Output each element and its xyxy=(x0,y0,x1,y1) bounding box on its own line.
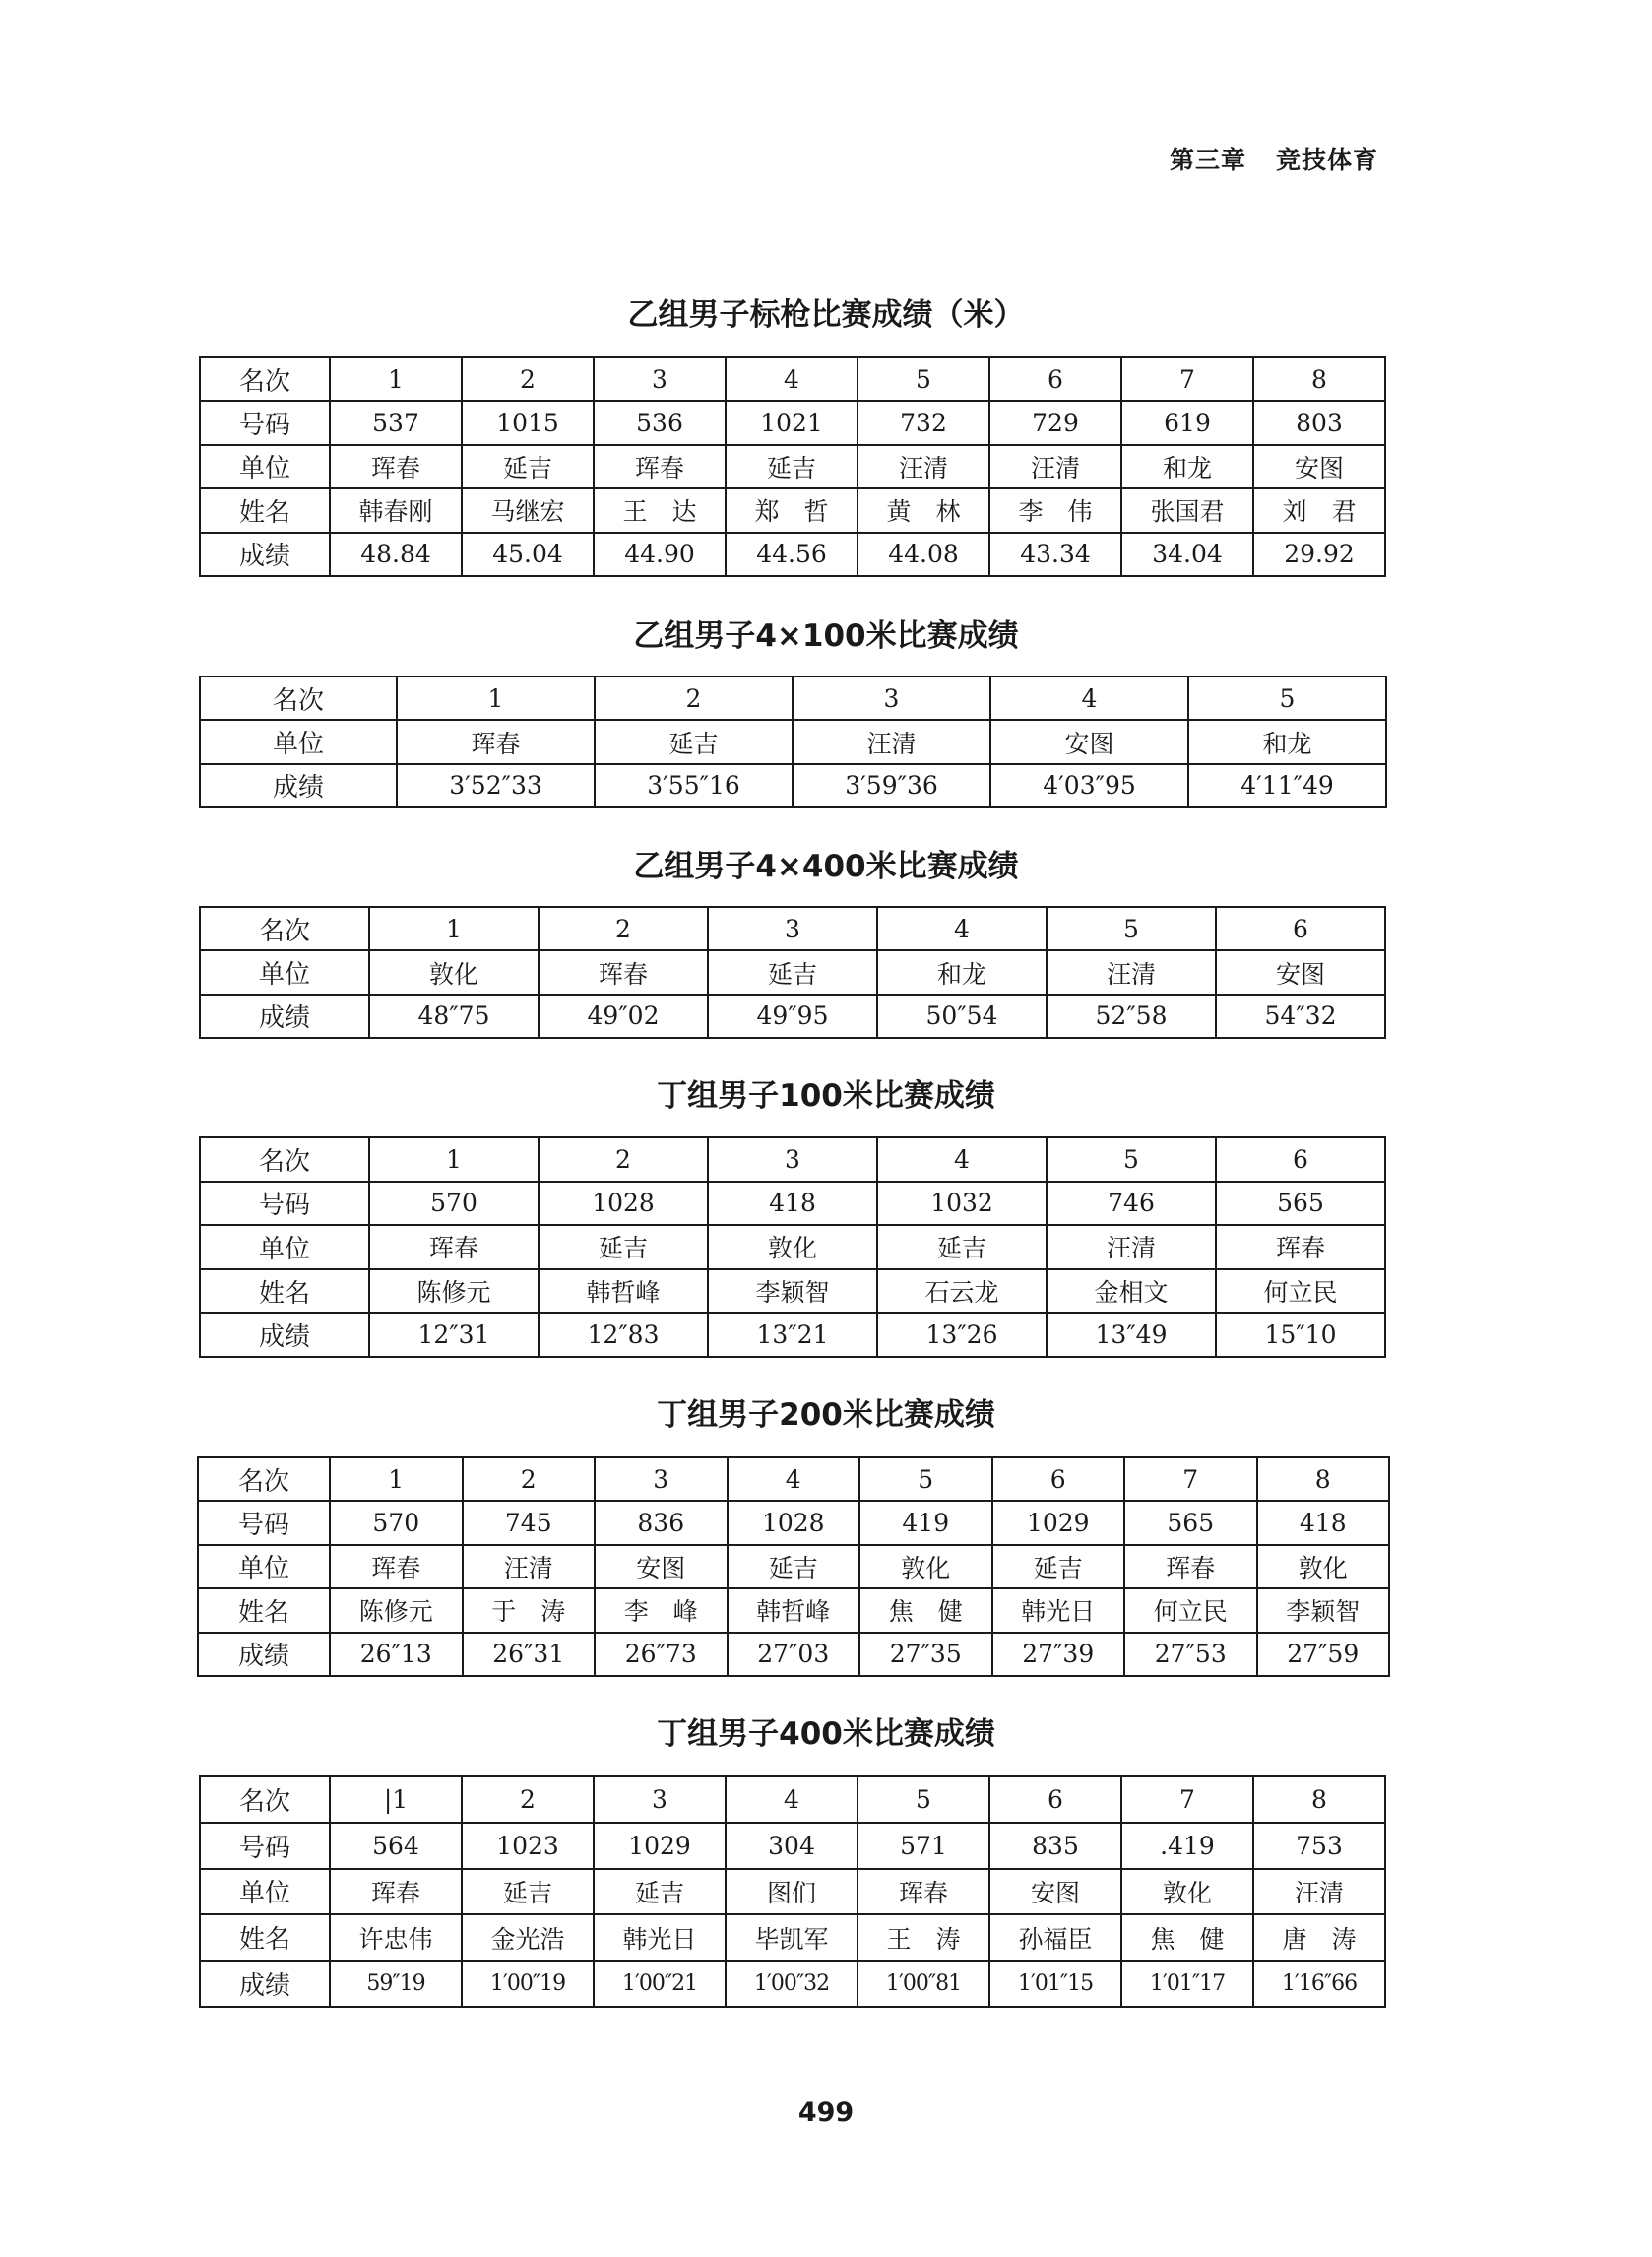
table-cell: 延吉 xyxy=(539,1225,708,1269)
table-cell: 汪清 xyxy=(1253,1869,1385,1915)
table-cell: 5 xyxy=(1047,907,1216,950)
table-cell: 珲春 xyxy=(539,950,708,994)
table-title: 丁组男子100米比赛成绩 xyxy=(657,1078,995,1114)
table-cell: 8 xyxy=(1257,1457,1390,1501)
table-cell: |1 xyxy=(330,1776,462,1823)
table-cell: 安图 xyxy=(989,1869,1121,1915)
table-row xyxy=(200,677,1386,720)
table-cell: 537 xyxy=(330,401,462,444)
table-cell: 1′01″15 xyxy=(989,1961,1121,2007)
table-cell: 金相文 xyxy=(1047,1269,1216,1314)
table-row xyxy=(200,1823,1385,1869)
table-cell: 1′00″21 xyxy=(594,1961,726,2007)
table-cell: 1029 xyxy=(992,1501,1125,1544)
table-row xyxy=(200,401,1385,444)
row-label: 号码 xyxy=(200,1823,330,1869)
table-row xyxy=(200,1182,1385,1226)
table-cell: 2 xyxy=(539,907,708,950)
table-cell: 毕凯军 xyxy=(726,1914,858,1961)
table-cell: 1′01″17 xyxy=(1121,1961,1253,2007)
table-cell: 敦化 xyxy=(708,1225,877,1269)
table-cell: 3 xyxy=(708,907,877,950)
table-cell: 1 xyxy=(330,357,462,401)
row-label: 单位 xyxy=(198,1545,330,1588)
table-cell: 珲春 xyxy=(858,1869,989,1915)
table-cell: 4 xyxy=(728,1457,860,1501)
table-cell: 13″49 xyxy=(1047,1313,1216,1357)
table-cell: 1028 xyxy=(728,1501,860,1544)
table-cell: 8 xyxy=(1253,1776,1385,1823)
table-cell: 安图 xyxy=(595,1545,728,1588)
table-cell: 石云龙 xyxy=(877,1269,1047,1314)
table-cell: 13″26 xyxy=(877,1313,1047,1357)
table-cell: 延吉 xyxy=(728,1545,860,1588)
table-title: 丁组男子200米比赛成绩 xyxy=(657,1397,995,1433)
row-label: 成绩 xyxy=(198,1633,330,1676)
table-cell: 304 xyxy=(726,1823,858,1869)
row-label: 名次 xyxy=(198,1457,330,1501)
table-row xyxy=(200,1961,1385,2007)
row-label: 单位 xyxy=(200,1225,369,1269)
table-cell: 马继宏 xyxy=(462,488,594,532)
table-cell: 1028 xyxy=(539,1182,708,1226)
table-cell: 27″35 xyxy=(859,1633,992,1676)
table-cell: 何立民 xyxy=(1124,1588,1257,1632)
table-cell: 26″31 xyxy=(463,1633,596,1676)
row-label: 名次 xyxy=(200,357,330,401)
table-cell: 珲春 xyxy=(330,1869,462,1915)
table-cell: 45.04 xyxy=(462,533,594,576)
table-cell: 536 xyxy=(594,401,726,444)
table-cell: 2 xyxy=(463,1457,596,1501)
table-cell: 619 xyxy=(1121,401,1253,444)
table-cell: 刘 君 xyxy=(1253,488,1385,532)
table-cell: 745 xyxy=(463,1501,596,1544)
table-cell: 3′52″33 xyxy=(397,764,595,807)
table-cell: 珲春 xyxy=(369,1225,539,1269)
table-cell: 敦化 xyxy=(1121,1869,1253,1915)
row-label: 姓名 xyxy=(200,488,330,532)
table-cell: 珲春 xyxy=(1216,1225,1385,1269)
table-row xyxy=(200,950,1385,994)
results-table xyxy=(199,676,1387,808)
table-cell: 564 xyxy=(330,1823,462,1869)
table-cell: 延吉 xyxy=(877,1225,1047,1269)
row-label: 名次 xyxy=(200,907,369,950)
table-row xyxy=(200,995,1385,1038)
table-cell: 3′55″16 xyxy=(595,764,793,807)
row-label: 成绩 xyxy=(200,1313,369,1357)
table-cell: 44.08 xyxy=(858,533,989,576)
table-cell: 746 xyxy=(1047,1182,1216,1226)
table-cell: 570 xyxy=(330,1501,463,1544)
table-cell: 34.04 xyxy=(1121,533,1253,576)
table-cell: 1′00″19 xyxy=(462,1961,594,2007)
table-cell: 郑 哲 xyxy=(726,488,858,532)
table-cell: 4 xyxy=(990,677,1188,720)
table-cell: 419 xyxy=(859,1501,992,1544)
row-label: 成绩 xyxy=(200,764,397,807)
table-row xyxy=(198,1588,1389,1632)
table-row xyxy=(200,764,1386,807)
table-cell: 4 xyxy=(877,1137,1047,1182)
table-cell: 27″39 xyxy=(992,1633,1125,1676)
table-cell: 12″31 xyxy=(369,1313,539,1357)
table-cell: 图们 xyxy=(726,1869,858,1915)
table-row xyxy=(200,1914,1385,1961)
table-cell: 5 xyxy=(858,1776,989,1823)
table-cell: 4 xyxy=(877,907,1047,950)
table-cell: 13″21 xyxy=(708,1313,877,1357)
row-label: 成绩 xyxy=(200,533,330,576)
table-cell: 3 xyxy=(793,677,990,720)
row-label: 成绩 xyxy=(200,995,369,1038)
table-cell: 1 xyxy=(397,677,595,720)
table-cell: 729 xyxy=(989,401,1121,444)
row-label: 名次 xyxy=(200,1137,369,1182)
table-row xyxy=(200,357,1385,401)
table-cell: 418 xyxy=(708,1182,877,1226)
table-cell: 张国君 xyxy=(1121,488,1253,532)
table-cell: 27″03 xyxy=(728,1633,860,1676)
row-label: 单位 xyxy=(200,1869,330,1915)
table-cell: 延吉 xyxy=(594,1869,726,1915)
table-cell: 4′11″49 xyxy=(1188,764,1386,807)
table-cell: 5 xyxy=(1047,1137,1216,1182)
table-cell: 6 xyxy=(989,1776,1121,1823)
table-cell: 汪清 xyxy=(989,445,1121,488)
table-cell: 3 xyxy=(595,1457,728,1501)
results-table xyxy=(199,356,1386,577)
table-cell: 安图 xyxy=(1253,445,1385,488)
table-cell: 汪清 xyxy=(1047,1225,1216,1269)
table-cell: 835 xyxy=(989,1823,1121,1869)
table-cell: 54″32 xyxy=(1216,995,1385,1038)
table-cell: 延吉 xyxy=(462,445,594,488)
table-cell: 1′16″66 xyxy=(1253,1961,1385,2007)
table-cell: 李 伟 xyxy=(989,488,1121,532)
table-cell: 1023 xyxy=(462,1823,594,1869)
table-cell: 6 xyxy=(1216,907,1385,950)
chapter-label: 第三章 xyxy=(1169,146,1246,174)
table-cell: 3 xyxy=(708,1137,877,1182)
table-row xyxy=(200,1225,1385,1269)
table-cell: 565 xyxy=(1124,1501,1257,1544)
table-cell: 珲春 xyxy=(1124,1545,1257,1588)
table-cell: 珲春 xyxy=(330,445,462,488)
table-cell: 韩哲峰 xyxy=(539,1269,708,1314)
table-cell: 44.56 xyxy=(726,533,858,576)
table-cell: 2 xyxy=(595,677,793,720)
table-cell: 李颖智 xyxy=(708,1269,877,1314)
table-cell: 48″75 xyxy=(369,995,539,1038)
table-cell: 5 xyxy=(1188,677,1386,720)
table-cell: 43.34 xyxy=(989,533,1121,576)
table-cell: 敦化 xyxy=(369,950,539,994)
table-cell: 49″02 xyxy=(539,995,708,1038)
table-cell: 韩哲峰 xyxy=(728,1588,860,1632)
table-cell: 27″59 xyxy=(1257,1633,1390,1676)
table-row xyxy=(198,1633,1389,1676)
table-cell: 4 xyxy=(726,1776,858,1823)
results-table xyxy=(199,906,1386,1039)
table-cell: 48.84 xyxy=(330,533,462,576)
table-cell: 15″10 xyxy=(1216,1313,1385,1357)
table-cell: 1 xyxy=(330,1457,463,1501)
table-row xyxy=(200,1313,1385,1357)
table-row xyxy=(200,720,1386,763)
table-cell: 金光浩 xyxy=(462,1914,594,1961)
table-cell: 安图 xyxy=(1216,950,1385,994)
table-row xyxy=(200,533,1385,576)
table-cell: 延吉 xyxy=(992,1545,1125,1588)
table-cell: 7 xyxy=(1121,1776,1253,1823)
table-cell: 570 xyxy=(369,1182,539,1226)
row-label: 单位 xyxy=(200,950,369,994)
table-cell: 29.92 xyxy=(1253,533,1385,576)
table-cell: 26″73 xyxy=(595,1633,728,1676)
table-cell: 李 峰 xyxy=(595,1588,728,1632)
table-cell: 12″83 xyxy=(539,1313,708,1357)
table-cell: 3 xyxy=(594,357,726,401)
table-cell: 3′59″36 xyxy=(793,764,990,807)
table-cell: 7 xyxy=(1124,1457,1257,1501)
table-cell: 5 xyxy=(859,1457,992,1501)
table-cell: 李颖智 xyxy=(1257,1588,1390,1632)
table-row xyxy=(200,1269,1385,1314)
page-number: 499 xyxy=(797,2097,855,2128)
table-cell: 3 xyxy=(594,1776,726,1823)
table-cell: 52″58 xyxy=(1047,995,1216,1038)
row-label: 单位 xyxy=(200,720,397,763)
table-cell: 2 xyxy=(462,357,594,401)
table-cell: 4 xyxy=(726,357,858,401)
table-title: 乙组男子4×100米比赛成绩 xyxy=(633,618,1019,654)
row-label: 号码 xyxy=(200,401,330,444)
table-cell: 27″53 xyxy=(1124,1633,1257,1676)
table-cell: 1′00″32 xyxy=(726,1961,858,2007)
table-cell: 836 xyxy=(595,1501,728,1544)
table-cell: 延吉 xyxy=(462,1869,594,1915)
results-table xyxy=(199,1136,1386,1358)
table-cell: 汪清 xyxy=(1047,950,1216,994)
table-cell: 延吉 xyxy=(726,445,858,488)
table-cell: 6 xyxy=(1216,1137,1385,1182)
table-cell: 和龙 xyxy=(1121,445,1253,488)
table-cell: 803 xyxy=(1253,401,1385,444)
table-row xyxy=(200,1869,1385,1915)
table-cell: 安图 xyxy=(990,720,1188,763)
table-cell: .419 xyxy=(1121,1823,1253,1869)
table-cell: 565 xyxy=(1216,1182,1385,1226)
table-cell: 和龙 xyxy=(1188,720,1386,763)
row-label: 名次 xyxy=(200,1776,330,1823)
running-head xyxy=(1170,141,1378,176)
table-cell: 732 xyxy=(858,401,989,444)
table-title: 乙组男子4×400米比赛成绩 xyxy=(633,849,1019,884)
table-cell: 1029 xyxy=(594,1823,726,1869)
table-cell: 珲春 xyxy=(397,720,595,763)
table-cell: 陈修元 xyxy=(330,1588,463,1632)
table-cell: 2 xyxy=(462,1776,594,1823)
results-table xyxy=(197,1456,1390,1677)
table-cell: 418 xyxy=(1257,1501,1390,1544)
table-cell: 1 xyxy=(369,1137,539,1182)
table-cell: 王 涛 xyxy=(858,1914,989,1961)
table-row xyxy=(200,445,1385,488)
table-cell: 王 达 xyxy=(594,488,726,532)
table-title: 乙组男子标枪比赛成绩（米） xyxy=(627,297,1025,333)
table-cell: 59″19 xyxy=(330,1961,462,2007)
table-cell: 1032 xyxy=(877,1182,1047,1226)
table-cell: 1021 xyxy=(726,401,858,444)
table-cell: 于 涛 xyxy=(463,1588,596,1632)
table-cell: 敦化 xyxy=(1257,1545,1390,1588)
table-cell: 敦化 xyxy=(859,1545,992,1588)
table-cell: 陈修元 xyxy=(369,1269,539,1314)
table-cell: 8 xyxy=(1253,357,1385,401)
table-cell: 4′03″95 xyxy=(990,764,1188,807)
table-row xyxy=(200,907,1385,950)
section-label: 竞技体育 xyxy=(1275,146,1378,174)
table-cell: 韩光日 xyxy=(992,1588,1125,1632)
table-cell: 571 xyxy=(858,1823,989,1869)
table-cell: 黄 林 xyxy=(858,488,989,532)
table-cell: 许忠伟 xyxy=(330,1914,462,1961)
table-cell: 6 xyxy=(989,357,1121,401)
table-cell: 珲春 xyxy=(330,1545,463,1588)
table-row xyxy=(200,1137,1385,1182)
table-cell: 1′00″81 xyxy=(858,1961,989,2007)
table-cell: 韩光日 xyxy=(594,1914,726,1961)
results-table xyxy=(199,1775,1386,2008)
row-label: 号码 xyxy=(198,1501,330,1544)
table-cell: 汪清 xyxy=(858,445,989,488)
table-row xyxy=(200,488,1385,532)
row-label: 姓名 xyxy=(198,1588,330,1632)
table-row xyxy=(198,1457,1389,1501)
row-label: 号码 xyxy=(200,1182,369,1226)
row-label: 成绩 xyxy=(200,1961,330,2007)
table-cell: 汪清 xyxy=(463,1545,596,1588)
table-cell: 珲春 xyxy=(594,445,726,488)
table-cell: 焦 健 xyxy=(859,1588,992,1632)
table-cell: 何立民 xyxy=(1216,1269,1385,1314)
row-label: 姓名 xyxy=(200,1269,369,1314)
table-cell: 26″13 xyxy=(330,1633,463,1676)
table-row xyxy=(198,1545,1389,1588)
row-label: 单位 xyxy=(200,445,330,488)
row-label: 姓名 xyxy=(200,1914,330,1961)
table-cell: 5 xyxy=(858,357,989,401)
table-cell: 唐 涛 xyxy=(1253,1914,1385,1961)
table-cell: 孙福臣 xyxy=(989,1914,1121,1961)
table-cell: 焦 健 xyxy=(1121,1914,1253,1961)
table-cell: 1015 xyxy=(462,401,594,444)
table-cell: 韩春刚 xyxy=(330,488,462,532)
table-cell: 7 xyxy=(1121,357,1253,401)
table-row xyxy=(200,1776,1385,1823)
table-cell: 6 xyxy=(992,1457,1125,1501)
table-cell: 50″54 xyxy=(877,995,1047,1038)
table-cell: 延吉 xyxy=(595,720,793,763)
table-cell: 延吉 xyxy=(708,950,877,994)
table-cell: 和龙 xyxy=(877,950,1047,994)
table-cell: 1 xyxy=(369,907,539,950)
table-cell: 753 xyxy=(1253,1823,1385,1869)
table-row xyxy=(198,1501,1389,1544)
table-cell: 49″95 xyxy=(708,995,877,1038)
row-label: 名次 xyxy=(200,677,397,720)
table-cell: 2 xyxy=(539,1137,708,1182)
table-cell: 汪清 xyxy=(793,720,990,763)
table-cell: 44.90 xyxy=(594,533,726,576)
table-title: 丁组男子400米比赛成绩 xyxy=(657,1716,995,1752)
